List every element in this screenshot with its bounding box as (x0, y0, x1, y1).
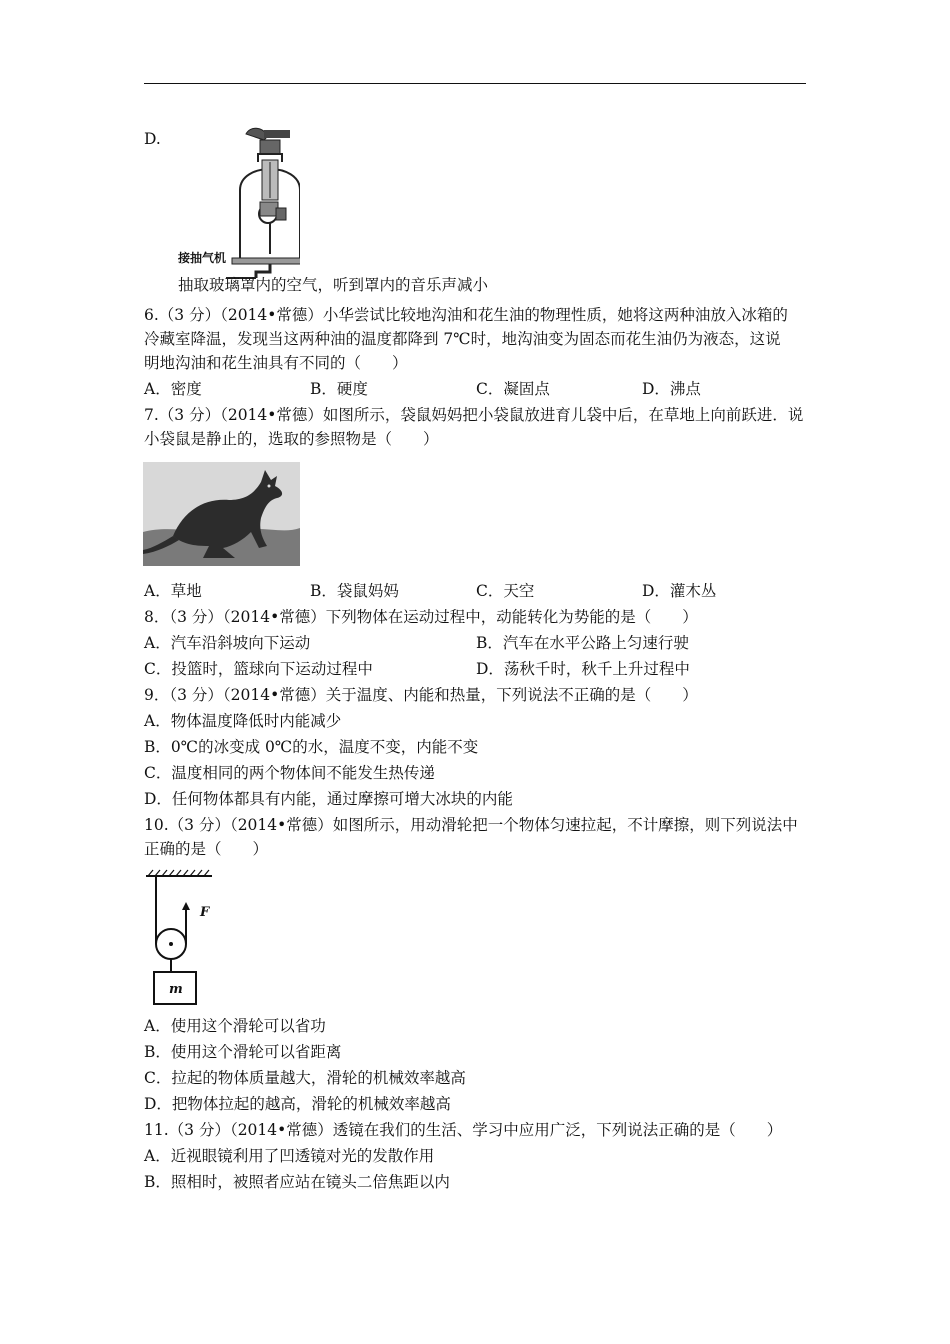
q8-option-c: C．投篮时，篮球向下运动过程中 (144, 660, 373, 678)
q6-option-d: D．沸点 (642, 380, 701, 398)
q9-option-a: A．物体温度降低时内能减少 (144, 712, 342, 730)
q11-option-b: B．照相时，被照者应站在镜头二倍焦距以内 (144, 1173, 450, 1191)
q8-option-d: D．荡秋千时，秋千上升过程中 (476, 660, 690, 678)
q7-option-c: C．天空 (476, 582, 535, 600)
q7-stem-line-1: 7.（3 分）（2014•常德）如图所示，袋鼠妈妈把小袋鼠放进育儿袋中后，在草地上向前跃进．说 (144, 406, 804, 424)
bell-jar-pump-label: 接抽气机 (178, 251, 227, 265)
kangaroo-photo (143, 462, 300, 566)
q9-option-c: C．温度相同的两个物体间不能发生热传递 (144, 764, 435, 782)
q10-option-d: D．把物体拉起的越高，滑轮的机械效率越高 (144, 1095, 451, 1113)
q11-stem: 11.（3 分）（2014•常德）透镜在我们的生活、学习中应用广泛，下列说法正确的是（ ） (144, 1121, 783, 1139)
q10-stem-line-2: 正确的是（ ） (144, 840, 269, 858)
q10-option-b: B．使用这个滑轮可以省距离 (144, 1043, 342, 1061)
q5-option-d-label: D. (144, 130, 161, 148)
q6-option-c: C．凝固点 (476, 380, 550, 398)
q10-option-c: C．拉起的物体质量越大，滑轮的机械效率越高 (144, 1069, 466, 1087)
q10-stem-line-1: 10.（3 分）（2014•常德）如图所示，用动滑轮把一个物体匀速拉起，不计摩擦，则下列说法中 (144, 816, 798, 834)
q6-option-b: B．硬度 (310, 380, 368, 398)
q7-stem-line-2: 小袋鼠是静止的，选取的参照物是（ ） (144, 430, 439, 448)
q7-option-a: A．草地 (144, 582, 202, 600)
q6-stem-line-3: 明地沟油和花生油具有不同的（ ） (144, 354, 408, 372)
q6-stem-line-2: 冷藏室降温，发现当这两种油的温度都降到 7℃时，地沟油变为固态而花生油仍为液态，这说 (144, 330, 781, 348)
q6-option-a: A．密度 (144, 380, 202, 398)
q9-option-d: D．任何物体都具有内能，通过摩擦可增大冰块的内能 (144, 790, 513, 808)
q9-option-b: B．0℃的冰变成 0℃的水，温度不变，内能不变 (144, 738, 479, 756)
q5-option-d-text: 抽取玻璃罩内的空气，听到罩内的音乐声减小 (178, 276, 489, 294)
pulley-force-label: F (200, 905, 210, 920)
q8-stem: 8．（3 分）（2014•常德）下列物体在运动过程中，动能转化为势能的是（ ） (144, 608, 698, 626)
header-rule (144, 83, 806, 84)
q6-stem-line-1: 6.（3 分）（2014•常德）小华尝试比较地沟油和花生油的物理性质，她将这两种油放入冰箱的 (144, 306, 788, 324)
q11-option-a: A．近视眼镜利用了凹透镜对光的发散作用 (144, 1147, 435, 1165)
q8-option-b: B．汽车在水平公路上匀速行驶 (476, 634, 689, 652)
q7-option-b: B．袋鼠妈妈 (310, 582, 399, 600)
pulley-mass-label: m (169, 982, 183, 997)
q10-option-a: A．使用这个滑轮可以省功 (144, 1017, 326, 1035)
q8-option-a: A．汽车沿斜坡向下运动 (144, 634, 311, 652)
q7-option-d: D．灌木丛 (642, 582, 717, 600)
q9-stem: 9．（3 分）（2014•常德）关于温度、内能和热量，下列说法不正确的是（ ） (144, 686, 698, 704)
